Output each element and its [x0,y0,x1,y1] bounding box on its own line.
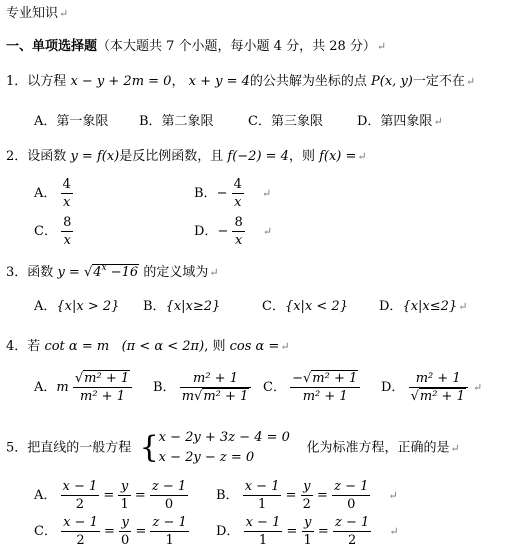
q4-option-b[interactable] [153,372,251,403]
denominator: m² + 1 [80,389,125,404]
q2-pre: 设函数 [27,149,67,164]
denominator: x [63,195,71,210]
denominator: 2 [75,497,85,512]
part-heading [6,40,386,53]
option-label: A． [34,488,57,503]
question-number: 1． [6,74,28,89]
fraction [61,480,100,511]
question-4: 4．若 cot α = m (π < α < 2π), 则 cos α =↵ [6,339,290,354]
numerator: z − 1 [152,515,187,530]
option-label: A． [34,186,57,201]
q1-option-d[interactable] [357,115,443,128]
numerator: z − 1 [151,479,187,494]
fraction [232,216,244,247]
paragraph-mark-icon: ↵ [262,225,273,238]
q3-option-d[interactable] [379,300,467,313]
q4-option-d[interactable] [381,372,482,403]
q3-option-c[interactable] [262,300,348,313]
denominator: 1 [303,533,312,548]
minus-sign: − [292,371,303,386]
option-label: C． [34,524,57,539]
numerator: 8 [63,215,72,230]
option-label: D． [379,299,403,314]
paragraph-mark-icon: ↵ [357,150,367,163]
radicand-rest: −16 [106,265,139,280]
q3-post: 的定义域为 [143,265,209,280]
q2-mid: 是反比例函数，且 [119,149,224,164]
paragraph-mark-icon: ↵ [458,300,468,313]
numerator: y [118,480,130,496]
q4-pre: 若 [27,339,41,354]
numerator [290,372,360,388]
denominator: 2 [347,533,357,548]
q3-function-lhs: y = [57,265,80,280]
q2-option-a[interactable] [34,178,73,209]
denominator: 1 [120,497,129,512]
paragraph-mark-icon: ↵ [376,40,387,53]
q1-post: 一定不在 [412,74,465,89]
q5-option-c[interactable]: C． $\frac{x - 1}{2}$ = $\frac{y}{0}$ = $\frac{z - 1}{1}$ [34,515,187,548]
denominator: 1 [165,533,174,548]
fraction [150,480,188,511]
option-label: A． [34,299,57,314]
fraction [61,216,73,247]
fraction [73,372,132,403]
q5-pre: 把直线的一般方程 [27,440,132,456]
question-number: 5． [6,440,28,456]
numerator: m² + 1 [180,372,252,388]
question-number: 3． [6,265,28,280]
radicand: m² + 1 [312,371,358,386]
q5-option-d[interactable]: D． $\frac{x - 1}{1}$ = $\frac{y}{1}$ = $\frac{z - 1}{2}$ ↵ [216,515,399,548]
paragraph-mark-icon: ↵ [465,75,476,88]
option-label: D． [194,224,218,239]
fraction [409,372,468,403]
fraction [301,480,313,511]
q2-function: y = f(x) [70,149,120,164]
q4-range: (π < α < 2π) [121,339,205,354]
fraction [332,480,370,511]
option-label: D． [381,380,405,395]
q1-option-b[interactable]: B．第二象限 [139,114,214,129]
fraction [333,516,371,547]
q1-pre: 以方程 [27,74,67,89]
sqrt-icon: √ [83,265,93,280]
fraction [243,480,282,511]
radicand: m² + 1 [419,389,465,404]
radicand-base: 4 [93,265,102,280]
sqrt-icon: √ [194,389,203,404]
q1-eq2: x + y = 4 [188,74,250,89]
numerator: y [119,516,131,532]
question-5 [6,428,460,468]
numerator: x − 1 [244,479,280,494]
q1-mid: 的公共解为坐标的点 [249,74,367,89]
q5-option-b[interactable]: B． $\frac{x - 1}{1}$ = $\frac{y}{2}$ = $\frac{z - 1}{0}$ ↵ [216,479,398,512]
q2-ask: f(x) = [319,149,357,164]
q5-system [159,428,290,468]
radicand: m² + 1 [84,371,130,386]
q1-option-c[interactable]: C．第三象限 [248,114,323,129]
numerator: 8 [234,215,243,230]
numerator: x − 1 [63,515,98,530]
q3-option-b[interactable] [143,300,220,313]
option-label: C． [34,224,57,239]
option-label: C． [263,380,286,395]
paragraph-mark-icon: ↵ [262,187,272,200]
numerator [73,372,132,388]
q5-option-a[interactable]: A． $\frac{x - 1}{2}$ = $\frac{y}{1}$ = $\frac{z - 1}{0}$ [34,479,187,512]
sqrt-icon: √ [303,371,312,386]
numerator: z − 1 [334,515,370,530]
minus-sign: − [216,186,228,201]
option-set: {x|x > 2} [56,299,120,314]
section-title-text: 专业知识 [6,6,59,21]
fraction [290,372,360,403]
option-set: {x|x < 2} [284,299,348,314]
question-number: 2． [6,149,28,164]
numerator: 4 [62,177,71,192]
denominator: x [234,233,243,248]
fraction [244,516,283,547]
q1-option-d-text: D．第四象限 [357,114,433,129]
q2-option-c[interactable] [34,216,73,247]
denominator: x [63,233,71,248]
numerator: y [302,516,314,532]
coefficient: m [56,380,69,395]
sqrt-icon: √ [74,371,84,386]
denominator [180,388,252,403]
fraction [150,516,188,547]
q2-option-d[interactable] [194,216,272,247]
numerator: x − 1 [245,515,281,530]
numerator: x − 1 [62,479,98,494]
question-number: 4． [6,339,28,354]
numerator: m² + 1 [409,372,468,388]
fraction [61,516,100,547]
paragraph-mark-icon: ↵ [389,525,399,538]
q5-line1: x − 2y + 3z − 4 = 0 [158,430,290,445]
option-label: A． [34,380,57,395]
q3-pre: 函数 [27,265,54,280]
numerator: z − 1 [334,479,369,494]
sqrt-icon: √ [410,389,419,404]
radicand-exponent: x [101,263,107,273]
q1-point: P(x, y) [371,74,413,89]
option-label: B． [216,488,239,503]
q5-line2: x − 2y − z = 0 [158,450,255,466]
denominator: x [234,195,242,210]
paragraph-mark-icon: ↵ [280,340,290,353]
fraction [180,372,252,403]
denominator: 2 [76,533,85,548]
part-title: 一、单项选择题 [6,39,98,54]
q4-option-a[interactable] [34,372,132,403]
option-label: B． [194,186,217,201]
paragraph-mark-icon: ↵ [450,441,460,455]
denominator [409,388,468,403]
numerator: 4 [233,177,242,192]
denominator: 0 [164,497,174,512]
option-set: {x|x≥2} [165,299,221,314]
q2-post: ，则 [288,149,315,164]
paragraph-mark-icon: ↵ [472,381,483,394]
q4-condition: cot α = m [44,339,110,354]
denominator: 0 [121,533,130,548]
q2-option-b[interactable] [194,178,271,209]
denominator: 2 [302,497,311,512]
fraction [118,480,130,511]
part-note: （本大题共 7 个小题，每小题 4 分，共 28 分） [97,39,376,54]
q3-option-a[interactable] [34,300,119,313]
option-label: B． [143,299,166,314]
fraction [302,516,314,547]
q1-eq1: x − y + 2m = 0 [70,74,172,89]
q5-post: 化为标准方程，正确的是 [306,440,450,456]
fraction [119,516,131,547]
q4-ask: cos α = [229,339,280,354]
paragraph-mark-icon: ↵ [433,115,443,128]
fraction [232,178,244,209]
question-1: 1．以方程 x − y + 2m = 0， x + y = 4的公共解为坐标的点 P(x, y)一定不在↵ [6,74,476,89]
q3-radicand [92,264,139,280]
denominator: 0 [347,497,356,512]
q2-condition: f(−2) = 4 [227,149,289,164]
option-label: B． [153,380,176,395]
option-set: {x|x≤2} [402,299,458,314]
q1-option-a[interactable]: A．第一象限 [34,114,109,129]
section-title [6,7,68,20]
q4-post: 则 [212,339,226,354]
left-brace-icon: { [139,430,159,466]
coefficient: m [181,389,195,404]
radicand: m² + 1 [203,389,249,404]
paragraph-mark-icon: ↵ [209,266,219,279]
denominator: 1 [258,533,268,548]
question-2 [6,150,367,163]
paragraph-mark-icon: ↵ [59,7,69,20]
denominator: 1 [257,497,267,512]
paragraph-mark-icon: ↵ [388,489,398,502]
q4-option-c[interactable] [263,372,360,403]
denominator: m² + 1 [302,389,348,404]
numerator: y [301,480,313,496]
minus-sign: − [217,224,229,239]
question-3 [6,264,219,279]
option-label: C． [262,299,285,314]
fraction [61,178,73,209]
option-label: D． [216,524,240,539]
